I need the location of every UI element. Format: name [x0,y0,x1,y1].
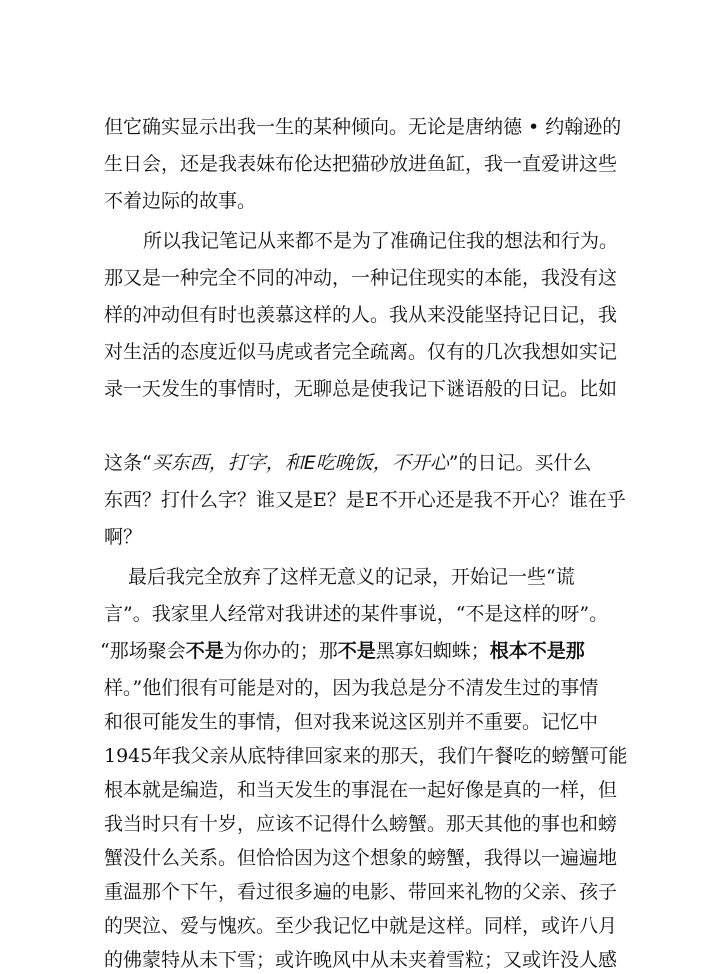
text-line: 蟹没什么关系。但恰恰因为这个想象的螃蟹，我得以一遍遍地 [104,847,618,869]
text-line: 言”。我家里人经常对我讲述的某件事说，“不是这样的呀”。 [104,603,609,625]
text-line: 对生活的态度近似马虎或者完全疏离。仅有的几次我想如实记 [104,341,618,363]
text-line [104,414,664,438]
text-run: 为你办的；那 [223,640,338,662]
text-line: 录一天发生的事情时，无聊总是使我记下谜语般的日记。比如 [104,378,618,400]
emphasis-text: 不是 [337,640,376,662]
text-line: 那又是一种完全不同的冲动，一种记住现实的本能，我没有这 [104,267,618,289]
text-line: 的佛蒙特从未下雪；或许晚风中从未夹着雪粒；又或许没人感 [104,949,618,971]
text-line: 根本就是编造，和当天发生的事混在一起好像是真的一样，但 [104,779,618,801]
text-line: 啊？ [104,526,143,548]
text-line: 但它确实显示出我一生的某种倾向。无论是唐纳德 • 约翰逊的 [104,116,622,138]
text-line: 样。”他们很有可能是对的，因为我总是分不清发生过的事情 [104,677,599,699]
text-line: 和很可能发生的事情，但对我来说这区别并不重要。记忆中 [104,711,599,733]
text-line-with-quote [104,451,664,475]
text-line: 生日会，还是我表妹布伦达把猫砂放进鱼缸，我一直爱讲这些 [104,153,618,175]
text-run: 黑寡妇蜘蛛； [375,640,490,662]
text-line: 最后我完全放弃了这样无意义的记录，开始记一些“谎 [128,566,575,588]
text-run: 这条“ [104,452,152,474]
text-line: 不着边际的故事。 [104,190,257,212]
text-run: “那场聚会 [100,640,186,662]
text-run: ”的日记。买什么 [448,452,592,474]
text-line: 所以我记笔记从来都不是为了准确记住我的想法和行为。 [143,230,619,252]
text-line: 1945年我父亲从底特律回家来的那天，我们午餐吃的螃蟹可能 [104,745,628,767]
text-line: 重温那个下午，看过很多遍的电影、带回来礼物的父亲、孩子 [104,881,618,903]
emphasis-text: 不是 [185,640,224,662]
text-line-with-bold [100,639,660,663]
emphasis-text: 根本不是那 [489,640,585,662]
diary-quote: 买东西，打字，和E吃晚饭，不开心 [151,452,449,474]
text-line: 我当时只有十岁，应该不记得什么螃蟹。那天其他的事也和螃 [104,813,618,835]
text-line: 东西？打什么字？谁又是E？是E不开心还是我不开心？谁在乎 [104,489,626,511]
text-line: 样的冲动但有时也羡慕这样的人。我从来没能坚持记日记，我 [104,304,618,326]
text-line: 的哭泣、爱与愧疚。至少我记忆中就是这样。同样，或许八月 [104,915,618,937]
